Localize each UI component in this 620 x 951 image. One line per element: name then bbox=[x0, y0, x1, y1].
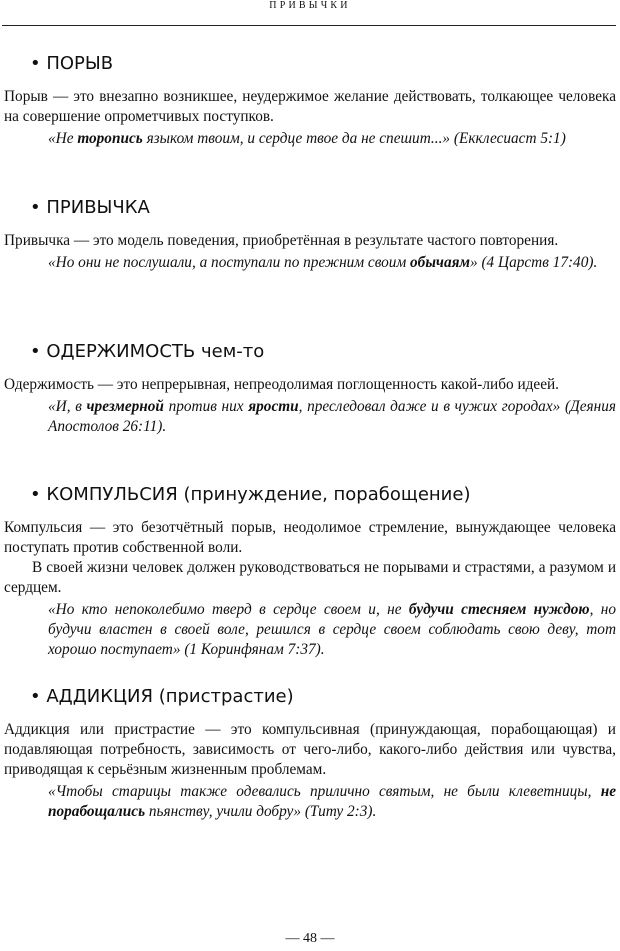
scripture-quote: «И, в чрезмерной против них ярости, преследовал даже и в чужих городах» (Деяния Апостолов 26:11). bbox=[48, 398, 617, 435]
running-head: ПРИВЫЧКИ bbox=[269, 0, 351, 11]
definition: Аддикция или пристрастие — это компульсивная (принуждающая, порабощающая) и подавляющая потребность, зависимость от чего-либо, какого-либо действия или чувства, приводящая к серьёзным жизненным проблемам. bbox=[4, 721, 616, 778]
section-kompulsiya bbox=[4, 484, 616, 660]
section-privychka bbox=[4, 197, 616, 273]
section-title: • КОМПУЛЬСИЯ (принуждение, порабощение) bbox=[30, 484, 471, 505]
quote-emphasis: чрезмерной bbox=[86, 398, 164, 415]
section-title: • ПОРЫВ bbox=[30, 53, 114, 74]
quote-emphasis: торопись bbox=[77, 130, 143, 147]
scripture-quote: «Не торопись языком твоим, и сердце твое да не спешит...» (Екклесиаст 5:1) bbox=[48, 130, 566, 147]
quote-emphasis: не порабощались bbox=[48, 783, 616, 820]
remark: В своей жизни человек должен руководствоваться не порывами и страстями, а разумом и сердцем. bbox=[4, 559, 616, 596]
scripture-quote: «Но кто непоколебимо тверд в сердце своем и, не будучи стесняем нуждою, но будучи властен в своей воле, решился в сердце своем соблюдать свою деву, тот хорошо поступает» (1 Коринфянам 7:37). bbox=[48, 601, 617, 658]
scripture-reference: (1 Коринфянам 7:37). bbox=[184, 641, 325, 658]
section-oderzhimost bbox=[4, 341, 616, 437]
quote-emphasis: обычаям bbox=[410, 254, 470, 271]
section-title: • ОДЕРЖИМОСТЬ чем-то bbox=[30, 341, 265, 362]
scripture-reference: (Екклесиаст 5:1) bbox=[453, 130, 566, 147]
scripture-quote: «Но они не послушали, а поступали по прежним своим обычаям» (4 Царств 17:40). bbox=[48, 254, 598, 271]
quote-emphasis: будучи стесняем нуждою bbox=[408, 601, 590, 618]
page-number: — 48 — bbox=[285, 931, 335, 946]
header-rule bbox=[2, 25, 616, 26]
definition: Привычка — это модель поведения, приобретённая в результате частого повторения. bbox=[4, 232, 559, 249]
section-poryv bbox=[4, 53, 616, 149]
section-addikciya bbox=[4, 686, 616, 822]
scripture-quote: «Чтобы старицы также одевались прилично святым, не были клеветницы, не порабощались пьянству, учили добру» (Титу 2:3). bbox=[48, 783, 616, 820]
scripture-reference: (4 Царств 17:40). bbox=[481, 254, 598, 271]
section-title: • АДДИКЦИЯ (пристрастие) bbox=[30, 686, 294, 707]
quote-emphasis: ярости bbox=[248, 398, 299, 415]
scripture-reference: (Титу 2:3). bbox=[304, 803, 377, 820]
definition: Одержимость — это непрерывная, непреодолимая поглощенность какой-либо идеей. bbox=[4, 376, 560, 393]
definition: Порыв — это внезапно возникшее, неудержимое желание действовать, толкающее человека на совершение опрометчивых поступков. bbox=[4, 88, 616, 125]
section-title: • ПРИВЫЧКА bbox=[30, 197, 150, 218]
scripture-reference: (Деяния Апостолов 26:11). bbox=[48, 398, 617, 435]
definition: Компульсия — это безотчётный порыв, неодолимое стремление, вынуждающее человека поступать против собственной воли. bbox=[4, 519, 616, 556]
